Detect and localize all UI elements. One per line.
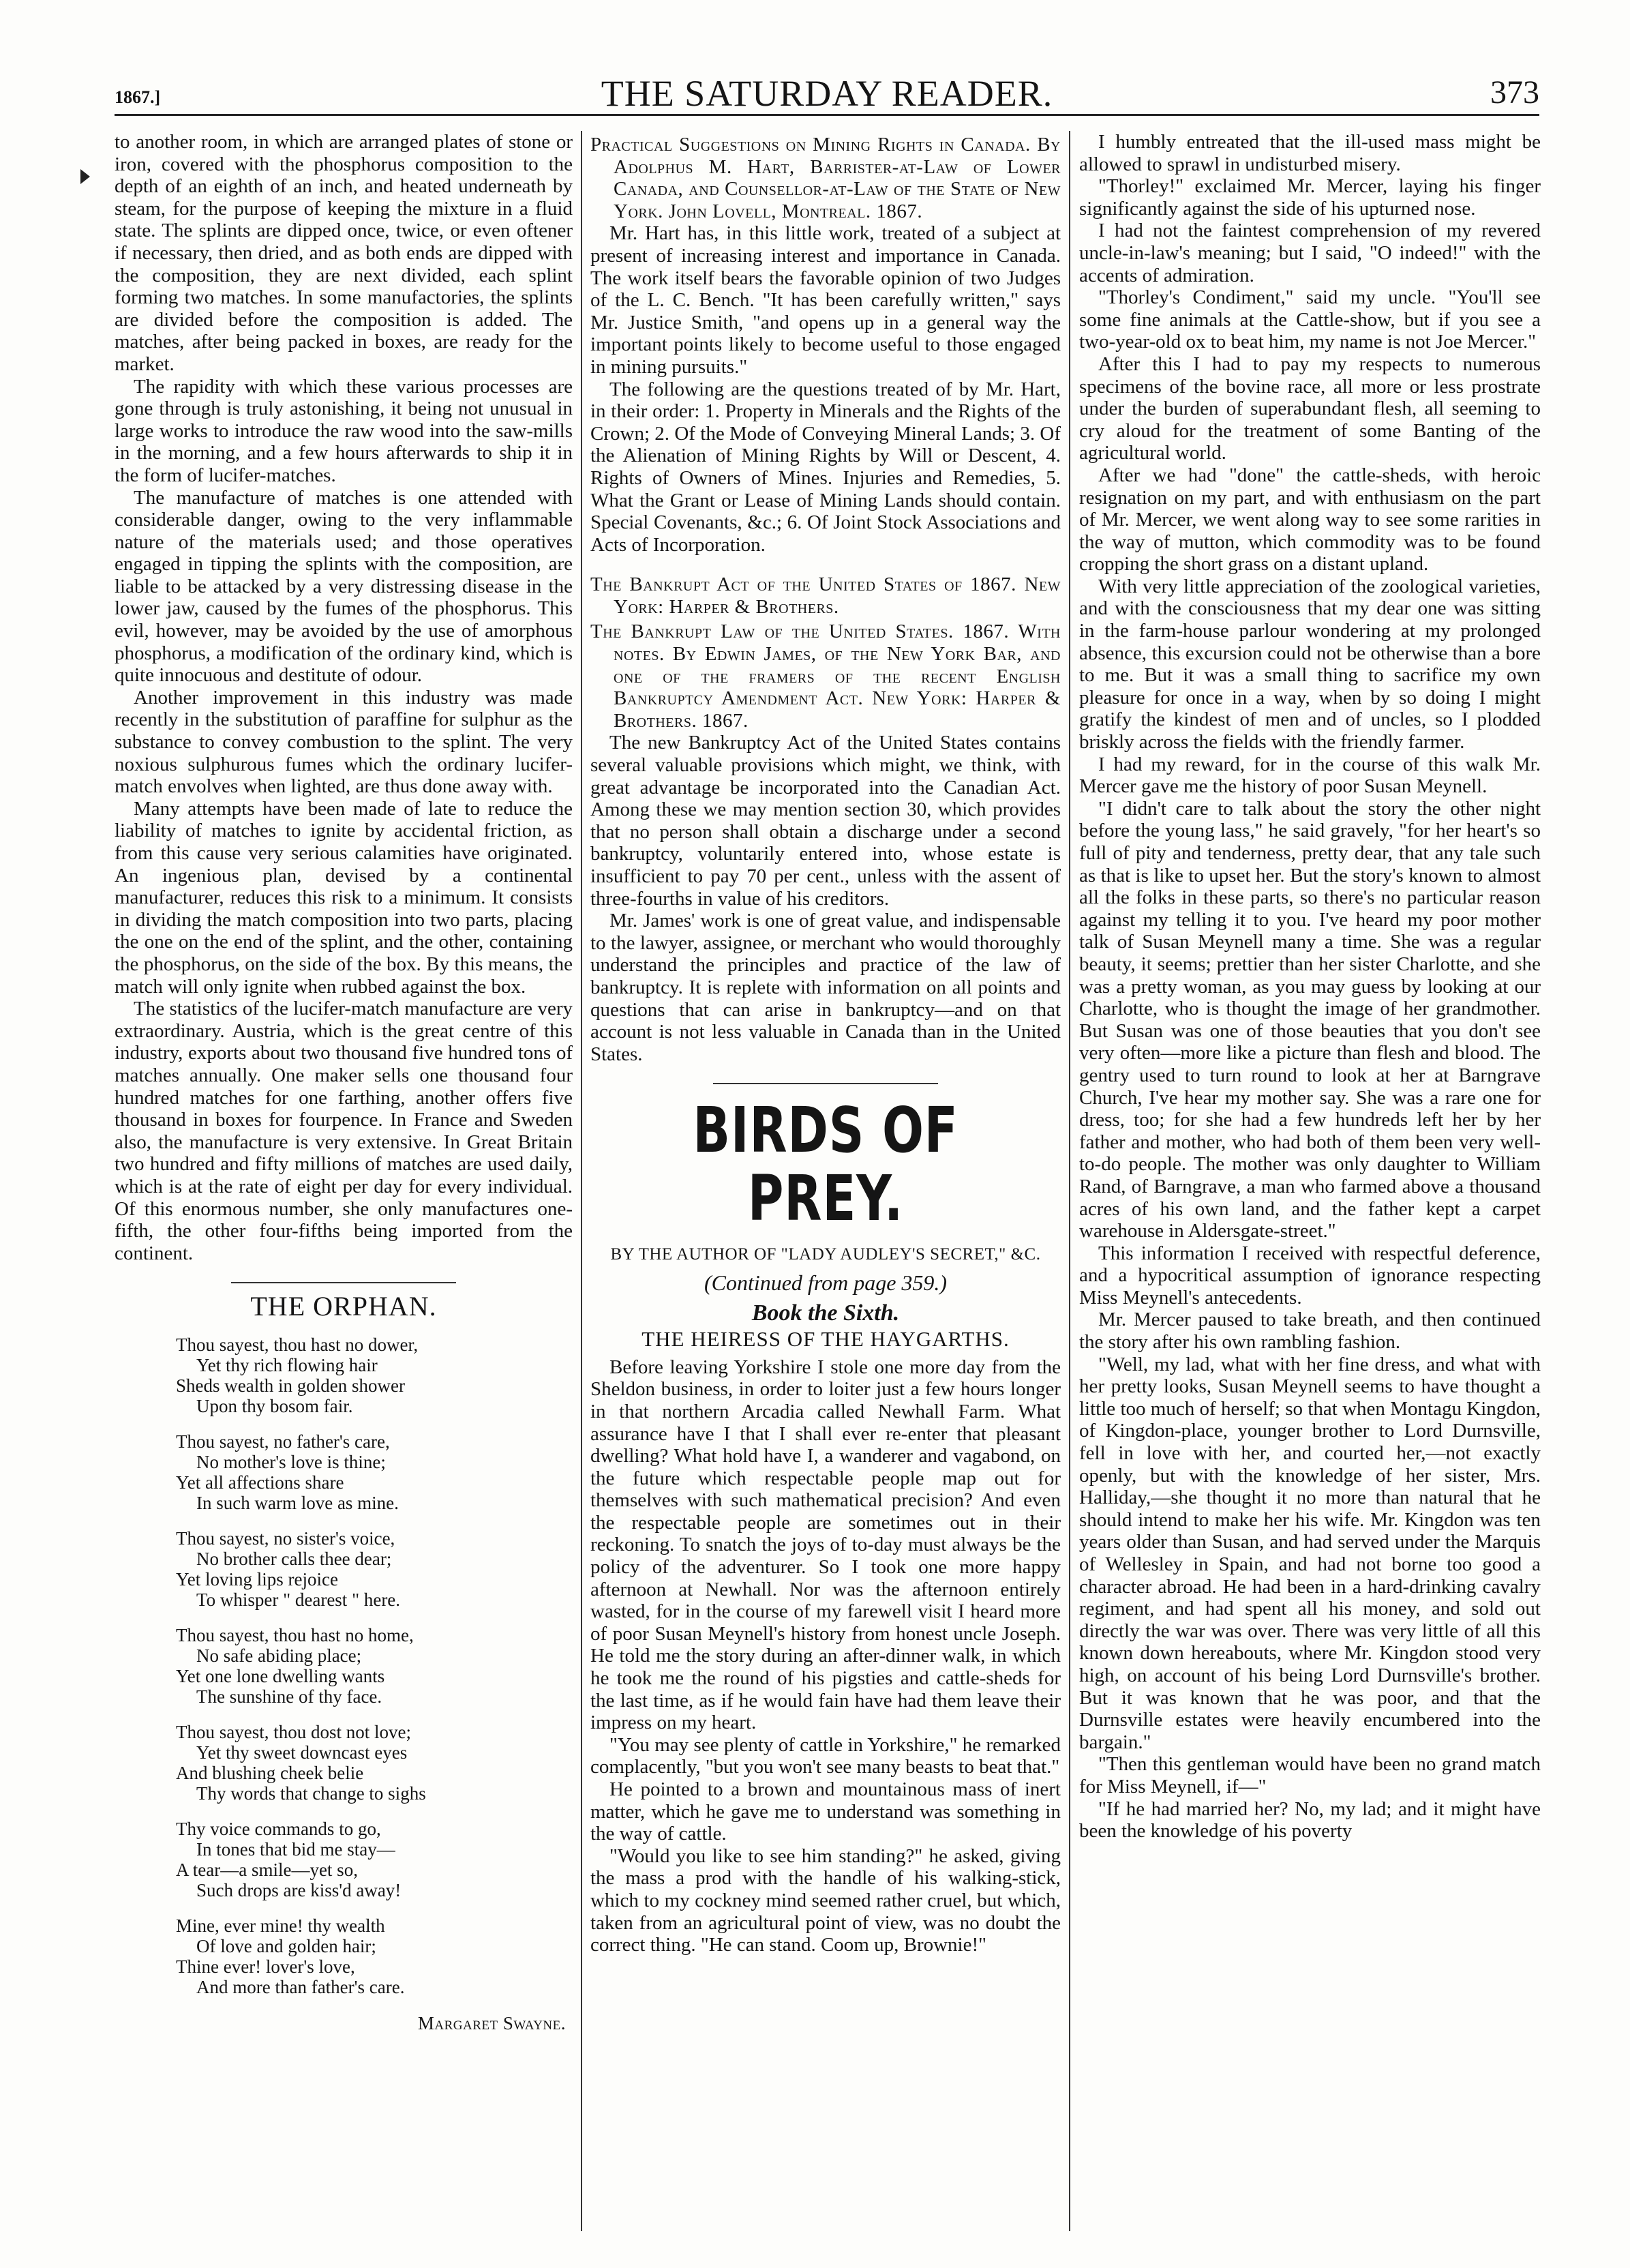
poem-line: Yet thy rich flowing hair bbox=[196, 1354, 378, 1375]
column-rule-right bbox=[1069, 131, 1070, 2231]
poem-line: Thou sayest, no sister's voice, bbox=[176, 1527, 395, 1549]
margin-pointer-icon bbox=[80, 169, 90, 184]
poem-line: Yet one lone dwelling wants bbox=[176, 1665, 385, 1686]
story-paragraph: "Thorley!" exclaimed Mr. Mercer, laying his finger significantly against the side of his upturned nose. bbox=[1079, 175, 1541, 220]
book-notice-title: The Bankrupt Law of the United States. 1867. With notes. By Edwin James, of the New York Bar, and one of the framers of the recent English Bankruptcy Amendment Act. New York: Harper & Brothers. 1867. bbox=[590, 621, 1061, 732]
poem-line: Yet thy sweet downcast eyes bbox=[196, 1742, 408, 1763]
page-header bbox=[115, 68, 1539, 116]
publication-title: THE SATURDAY READER. bbox=[601, 73, 1053, 114]
story-paragraph: I had my reward, for in the course of this walk Mr. Mercer gave me the history of poor Susan Meynell. bbox=[1079, 753, 1541, 798]
section-divider bbox=[713, 1083, 938, 1084]
review-paragraph: The new Bankruptcy Act of the United States contains several valuable provisions which might, we think, with great advantage be incorporated into the Canadian Act. Among these we may mention section 30, which provides that no person shall obtain a discharge under a second bankruptcy, voluntarily entered into, whose estate is insufficient to pay 70 per cent., unless with the assent of three-fourths in value of his creditors. bbox=[590, 732, 1061, 910]
poem-line: Thou sayest, thou hast no home, bbox=[176, 1624, 414, 1645]
review-paragraph: The following are the questions treated of by Mr. Hart, in their order: 1. Property in Minerals and the Rights of the Crown; 2. Of the Mode of Conveying Mineral Lands; 3. Of the Alienation of Mining Rights by Will or Descent, 4. Rights of Owners of Mines. Injuries and Remedies, 5. What the Grant or Lease of Mining Lands should contain. Special Covenants, &c.; 6. Of Joint Stock Associations and Acts of Incorporation. bbox=[590, 378, 1061, 556]
chapter-heading: THE HEIRESS OF THE HAYGARTHS. bbox=[642, 1327, 1010, 1352]
book-notice-title: Practical Suggestions on Mining Rights in Canada. By Adolphus M. Hart, Barrister-at-Law of Lower Canada, and Counsellor-at-Law of the State of New York. John Lovell, Montreal. 1867. bbox=[590, 134, 1061, 222]
book-notice bbox=[590, 621, 1061, 732]
poem-stanza bbox=[115, 1334, 573, 1416]
book-heading: Book the Sixth. bbox=[751, 1300, 900, 1326]
story-paragraph: After this I had to pay my respects to numerous specimens of the bovine race, all more or less prostrate under the burden of superabundant flesh, all seeming to cry aloud for the treatment of some Banting of the agricultural world. bbox=[1079, 353, 1541, 464]
column-middle bbox=[590, 131, 1061, 2245]
story-paragraph: Before leaving Yorkshire I stole one more day from the Sheldon business, in order to loiter just a few hours longer in that northern Arcadia called Newhall Farm. What assurance have I that I shall ever re-enter that pleasant dwelling? What hold have I, a wanderer and vagabond, on the future which respectable people map out for themselves with such mathematical precision? And even the respectable people are sometimes out in their reckoning. To snatch the joys of to-day must always be the policy of the adventurer. So I took one more happy afternoon at Newhall. Nor was the afternoon entirely wasted, for in the course of my farewell visit I heard more of poor Susan Meynell's history from honest uncle Joseph. He told me the story during an after-dinner walk, in which he took me the round of his pigsties and cattle-sheds for the last time, as if he would fain have had them leave their impress on my heart. bbox=[590, 1356, 1061, 1734]
story-paragraph: "I didn't care to talk about the story the other night before the young lass," he said gravely, "for her heart's so full of pity and tenderness, pretty dear, that any tale such as that is like to upset her. But the story's known to almost all the folks in these parts, so there's no particular reason against my telling it to you. I've heard my poor mother talk of Susan Meynell many a time. She was a regular beauty, it seems; prettier than her sister Charlotte, and she was a pretty woman, as you may guess by looking at our Charlotte, who is thought the image of her grandmother. But Susan was one of those beauties that you don't see very often—more like a picture than flesh and blood. The gentry used to turn round to look at her at Barngrave Church, I've hear my mother say. She was a rare one for dress, too; for she had a few hundreds left her by her father and mother, who had both of them been very well-to-do people. The mother was only daughter to William Rand, of Barngrave, a man who farmed above a thousand acres of his own land, and the father kept a carpet warehouse in Aldersgate-street." bbox=[1079, 797, 1541, 1242]
story-paragraph: "You may see plenty of cattle in Yorkshire," he remarked complacently, "but you won't see many beasts to beat that." bbox=[590, 1733, 1061, 1778]
story-paragraph: This information I received with respectful deference, and a hypocritical assumption of ignorance respecting Miss Meynell's antecedents. bbox=[1079, 1242, 1541, 1309]
story-paragraph: "Thorley's Condiment," said my uncle. "You'll see some fine animals at the Cattle-show, but if you see a two-year-old ox to beat him, my name is not Joe Mercer." bbox=[1079, 286, 1541, 353]
poem-line: Thine ever! lover's love, bbox=[176, 1956, 355, 1977]
story-paragraph: I had not the faintest comprehension of my revered uncle-in-law's meaning; but I said, "O indeed!" with the accents of admiration. bbox=[1079, 220, 1541, 286]
serial-title: BIRDS OF PREY. bbox=[693, 1094, 959, 1236]
poem-line: Thou sayest, thou hast no dower, bbox=[176, 1334, 419, 1355]
poem-stanza bbox=[115, 1625, 573, 1707]
poem-line: Yet all affections share bbox=[176, 1472, 344, 1493]
poem-line: Yet loving lips rejoice bbox=[176, 1568, 338, 1590]
poem-line: Thy voice commands to go, bbox=[176, 1818, 381, 1839]
review-paragraph: Mr. James' work is one of great value, and indispensable to the lawyer, assignee, or merchant who would thoroughly understand the principles and practice of the law of bankruptcy. It is replete with information on all points and questions that can arise in bankruptcy—and on that account is not less valuable in Canada than in the United States. bbox=[590, 910, 1061, 1065]
poem-line: Of love and golden hair; bbox=[196, 1935, 376, 1956]
poem-stanza bbox=[115, 1431, 573, 1513]
poem-author: Margaret Swayne. bbox=[417, 2012, 566, 2033]
serial-byline: BY THE AUTHOR OF "LADY AUDLEY'S SECRET," &C. bbox=[610, 1245, 1041, 1264]
story-paragraph: "If he had married her? No, my lad; and it might have been the knowledge of his poverty bbox=[1079, 1797, 1541, 1842]
article-paragraph: Many attempts have been made of late to reduce the liability of matches to ignite by accidental friction, as from this cause very serious calamities have originated. An ingenious plan, devised by a continental manufacturer, reduces this risk to a minimum. It consists in dividing the match composition into two parts, placing the one on the end of the splint, and the other, containing the phosphorus, on the side of the box. By this means, the match will only ignite when rubbed against the box. bbox=[115, 797, 573, 998]
poem-line: Mine, ever mine! thy wealth bbox=[176, 1915, 385, 1936]
article-paragraph: Another improvement in this industry was made recently in the substitution of paraffine for sulphur as the substance to convey combustion to the splint. The very noxious sulphurous fumes which the ordinary lucifer-match envolves when lighted, are thus done away with. bbox=[115, 686, 573, 798]
review-paragraph: Mr. Hart has, in this little work, treated of a subject at present of increasing interest and importance in Canada. The work itself bears the favorable opinion of two Judges of the L. C. Bench. "It has been carefully written," says Mr. Justice Smith, "and opens up in a general way the important points likely to become useful to those engaged in mining pursuits." bbox=[590, 222, 1061, 378]
poem-stanza bbox=[115, 1722, 573, 1804]
poem-line: No safe abiding place; bbox=[196, 1645, 362, 1666]
article-paragraph: to another room, in which are arranged plates of stone or iron, covered with the phosphorus composition to the depth of an eighth of an inch, and heated underneath by steam, for the purpose of keeping the mixture in a fluid state. The splints are dipped once, twice, or even oftener if necessary, then dried, and as both ends are dipped with the composition, they are next divided, each splint forming two matches. In some manufactories, the splints are divided before the composition is added. The matches, after being packed in boxes, are ready for the market. bbox=[115, 131, 573, 375]
poem-stanza bbox=[115, 1819, 573, 1900]
poem-line: In tones that bid me stay— bbox=[196, 1838, 395, 1860]
poem-line: Sheds wealth in golden shower bbox=[176, 1375, 405, 1396]
page-number: 373 bbox=[1490, 74, 1539, 110]
book-notice-title: The Bankrupt Act of the United States of 1867. New York: Harper & Brothers. bbox=[590, 573, 1061, 618]
poem-stanza bbox=[115, 1915, 573, 1997]
article-paragraph: The manufacture of matches is one attended with considerable danger, owing to the very inflammable nature of the materials used; and those operatives engaged in tipping the splints with the composition, are liable to be attacked by a very distressing disease in the lower jaw, caused by the fumes of the phosphorus. This evil, however, may be avoided by the use of amorphous phosphorus, a modification of the ordinary kind, which is quite innocuous and destitute of odour. bbox=[115, 486, 573, 687]
story-paragraph: Mr. Mercer paused to take breath, and then continued the story after his own rambling fashion. bbox=[1079, 1309, 1541, 1354]
issue-year: 1867.] bbox=[115, 87, 161, 107]
story-paragraph: After we had "done" the cattle-sheds, with heroic resignation on my part, and with enthusiasm on the part of Mr. Mercer, we went along way to see some rarities in the way of mutton, which commodity was to be found cropping the short grass on a distant upland. bbox=[1079, 464, 1541, 576]
story-paragraph: "Well, my lad, what with her fine dress, and what with her pretty looks, Susan Meynell seems to have thought a little too much of herself; so that when Montagu Kingdon, of Kingdon-place, younger brother to Lord Durnsville, fell in love with her, and courted her,—not exactly openly, but with the knowledge of her sister, Mrs. Halliday,—she thought it no more than natural that he should intend to make her his wife. Mr. Kingdon was ten years older than Susan, and had served under the Marquis of Wellesley in Spain, and had not borne too good a character abroad. He had been in a hard-drinking cavalry regiment, and had spent all his money, and sold out directly the war was over. There was very little of all this known down hereabouts, where Mr. Kingdon stood very high, on account of his being Lord Durnsville's brother. But it was known that he was poor, and that the Durnsville estates were heavily encumbered into the bargain." bbox=[1079, 1353, 1541, 1753]
poem-line: Thy words that change to sighs bbox=[196, 1782, 426, 1804]
poem-line: Upon thy bosom fair. bbox=[196, 1395, 353, 1416]
poem-line: No mother's love is thine; bbox=[196, 1451, 386, 1472]
continued-note: (Continued from page 359.) bbox=[704, 1270, 948, 1295]
poem-line: Thou sayest, thou dost not love; bbox=[176, 1721, 411, 1742]
poem-line: In such warm love as mine. bbox=[196, 1492, 399, 1513]
poem-line: And blushing cheek belie bbox=[176, 1762, 364, 1783]
poem-line: A tear—a smile—yet so, bbox=[176, 1859, 358, 1880]
book-notice bbox=[590, 134, 1061, 222]
section-divider bbox=[231, 1282, 456, 1283]
book-notice bbox=[590, 573, 1061, 618]
column-right bbox=[1079, 131, 1541, 2245]
poem-stanza bbox=[115, 1528, 573, 1610]
story-paragraph: He pointed to a brown and mountainous mass of inert matter, which he gave me to understand was something in the way of cattle. bbox=[590, 1778, 1061, 1845]
column-rule-left bbox=[581, 131, 582, 2231]
story-paragraph: "Then this gentleman would have been no grand match for Miss Meynell, if—" bbox=[1079, 1753, 1541, 1797]
poem-line: Such drops are kiss'd away! bbox=[196, 1879, 402, 1900]
article-paragraph: The statistics of the lucifer-match manufacture are very extraordinary. Austria, which is the great centre of this industry, exports about two thousand five hundred tons of matches annually. One maker sells one thousand four hundred matches for one farthing, another offers five thousand in boxes for fourpence. In France and Sweden also, the manufacture is very extensive. In Great Britain two hundred and fifty millions of matches are used daily, which is at the rate of eight per day for every individual. Of this enormous number, she only manufactures one-fifth, the other four-fifths being imported from the continent. bbox=[115, 998, 573, 1264]
article-paragraph: The rapidity with which these various processes are gone through is truly astonishing, it being not unusual in large works to introduce the raw wood into the saw-mills in the morning, and a few hours afterwards to ship it in the form of lucifer-matches. bbox=[115, 375, 573, 486]
story-paragraph: With very little appreciation of the zoological varieties, and with the consciousness that my dear one was sitting in the farm-house parlour wondering at my prolonged absence, this excursion could not be otherwise than a bore to me. But it was a small thing to sacrifice my own pleasure for once in a way, when by so doing I might gratify the kindest of men and of uncles, so I plodded briskly across the fields with the friendly farmer. bbox=[1079, 575, 1541, 753]
poem-line: No brother calls thee dear; bbox=[196, 1548, 392, 1569]
story-paragraph: "Would you like to see him standing?" he asked, giving the mass a prod with the handle of his walking-stick, which to my cockney mind seemed rather cruel, but which, taken from an agricultural point of view, was no doubt the correct thing. "He can stand. Coom up, Brownie!" bbox=[590, 1845, 1061, 1956]
poem-line: The sunshine of thy face. bbox=[196, 1686, 382, 1707]
column-left bbox=[115, 131, 573, 2245]
story-paragraph: I humbly entreated that the ill-used mass might be allowed to sprawl in undisturbed misery. bbox=[1079, 131, 1541, 175]
poem-title: THE ORPHAN. bbox=[250, 1291, 437, 1322]
poem-line: And more than father's care. bbox=[196, 1976, 405, 1997]
poem-line: Thou sayest, no father's care, bbox=[176, 1431, 390, 1452]
poem-line: To whisper " dearest " here. bbox=[196, 1589, 401, 1610]
